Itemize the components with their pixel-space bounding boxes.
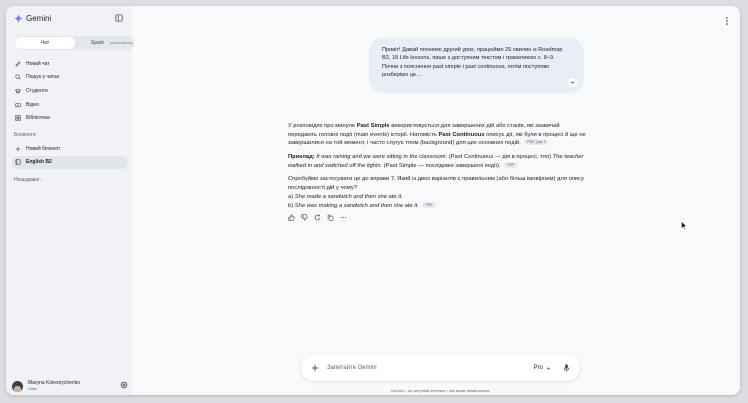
sidebar-item-label: Бібліотека bbox=[26, 115, 50, 122]
option-a: She made a sandwich and then she ate it. bbox=[294, 193, 403, 200]
graduation-cap-icon bbox=[15, 88, 21, 94]
response-text: Спробуймо застосувати це до вправи 7. Який із двох варіантів є правильним (або більш імовірним) для опису послідовності дій у чому? bbox=[288, 176, 584, 192]
microphone-icon[interactable] bbox=[563, 364, 570, 372]
thumbs-up-icon[interactable] bbox=[288, 214, 295, 221]
prompt-input-box[interactable] bbox=[301, 355, 580, 381]
mouse-cursor-icon bbox=[681, 221, 687, 230]
option-b: She was making a sandwich and then she ate it. bbox=[294, 202, 419, 209]
video-icon bbox=[15, 102, 21, 108]
mode-toggle bbox=[14, 36, 134, 50]
user-plan: Ultra bbox=[28, 385, 37, 391]
toggle-spark-label: Spark bbox=[91, 40, 105, 46]
chevron-down-icon bbox=[570, 80, 575, 85]
sidebar-item-english-b2[interactable] bbox=[12, 156, 128, 170]
avatar bbox=[12, 381, 23, 392]
sidebar-item-students[interactable] bbox=[12, 84, 128, 98]
search-icon bbox=[15, 74, 21, 80]
response-paragraph bbox=[288, 122, 588, 148]
option-prefix: a) bbox=[288, 193, 295, 200]
spark-badge: EXPERIMENTAL bbox=[110, 41, 134, 45]
sidebar-nav bbox=[12, 57, 128, 125]
gemini-logo-icon bbox=[14, 14, 23, 23]
response-text: використовується для завершених дій або станів, які зазвичай передають головні події (main events) історії. Натомість bbox=[288, 123, 560, 138]
model-response bbox=[288, 122, 588, 221]
response-italic: It was raining and we were sitting in the classroom. bbox=[314, 154, 448, 161]
sidebar-item-label: Новий блокнот bbox=[26, 145, 61, 152]
toggle-chat[interactable]: Чат bbox=[15, 37, 75, 49]
source-chip[interactable]: PDF bbox=[422, 202, 435, 208]
model-selector[interactable] bbox=[534, 365, 551, 371]
response-italic: The teacher walked in and switched off the lights. bbox=[288, 154, 584, 169]
sidebar-item-label: Пошук у чатах bbox=[26, 74, 60, 81]
notebooks-heading: Блокноти bbox=[14, 132, 36, 138]
library-icon bbox=[15, 115, 21, 121]
sidebar-item-new-notebook[interactable] bbox=[12, 142, 128, 156]
response-paragraph bbox=[288, 175, 588, 210]
sidebar-item-search[interactable] bbox=[12, 71, 128, 85]
response-bold: Past Continuous bbox=[438, 131, 485, 138]
edit-icon bbox=[15, 61, 21, 67]
chat-main bbox=[132, 6, 740, 395]
add-attachment-icon[interactable] bbox=[311, 364, 319, 372]
response-text: (Past Continuous — дія в процесі, тло) bbox=[447, 154, 553, 161]
user-name: Maryna Kolesnychenko bbox=[28, 380, 80, 387]
sidebar-item-label: Новий чат bbox=[26, 60, 50, 67]
expand-message-button[interactable] bbox=[568, 78, 577, 87]
sidebar-item-label: Студенти bbox=[26, 87, 48, 94]
notebooks-list bbox=[12, 142, 128, 169]
sidebar-item-label: English B2 bbox=[26, 159, 52, 166]
toggle-spark[interactable] bbox=[75, 37, 134, 49]
copy-icon[interactable] bbox=[327, 214, 334, 221]
model-label: Pro bbox=[533, 365, 543, 371]
more-horizontal-icon[interactable] bbox=[340, 214, 347, 221]
user-message-text: Привіт! Давай почнемо другий урок, працюймо 25 хвилин із Roadmap B2, 18 Life lessons, пише з доступним текстом і граматикою с. 8–9. Почни з пояснення past simple і past continuous, потім поступово розберімо це… bbox=[382, 47, 563, 79]
app-window bbox=[6, 6, 740, 395]
sidebar-item-library[interactable] bbox=[12, 111, 128, 125]
brand[interactable] bbox=[14, 14, 51, 23]
option-prefix: b) bbox=[288, 202, 295, 209]
user-account[interactable] bbox=[12, 379, 128, 393]
disclaimer: Gemini – це штучний інтелект, і він може помилятися. bbox=[390, 388, 491, 393]
response-text: (Past Simple — послідовні завершені події). bbox=[382, 162, 501, 169]
settings-icon[interactable] bbox=[120, 381, 128, 389]
plus-icon bbox=[15, 146, 21, 152]
notebook-icon bbox=[15, 159, 21, 165]
response-text: У розповідях про минуле bbox=[288, 123, 357, 129]
sidebar-item-video[interactable] bbox=[12, 98, 128, 112]
app-name: Gemini bbox=[26, 14, 52, 23]
sidebar bbox=[6, 6, 132, 395]
chevron-down-icon bbox=[546, 366, 551, 371]
response-bold: Приклад: bbox=[288, 154, 315, 161]
response-text: описує дії, які були в процесі й ще не завершилися на той момент, і часто слугує тлом (background) для цих основних подій. bbox=[288, 131, 586, 147]
sidebar-collapse-icon[interactable] bbox=[115, 14, 123, 22]
recent-section-toggle[interactable]: Нещодавні › bbox=[14, 177, 43, 183]
response-bold: Past Simple bbox=[356, 123, 390, 129]
sidebar-item-label: Відео bbox=[26, 101, 39, 108]
more-options-icon[interactable] bbox=[725, 16, 729, 26]
regenerate-icon[interactable] bbox=[314, 214, 321, 221]
source-chip[interactable]: PDF bbox=[504, 162, 517, 168]
thumbs-down-icon[interactable] bbox=[301, 214, 308, 221]
user-info bbox=[28, 381, 80, 390]
response-actions bbox=[288, 214, 588, 221]
response-paragraph bbox=[288, 153, 588, 170]
source-chip[interactable]: PDF | ще 1 bbox=[524, 139, 548, 145]
sidebar-item-new-chat[interactable] bbox=[12, 57, 128, 71]
user-message-bubble bbox=[369, 38, 584, 93]
prompt-placeholder[interactable]: Запитайте Gemini bbox=[327, 365, 377, 371]
